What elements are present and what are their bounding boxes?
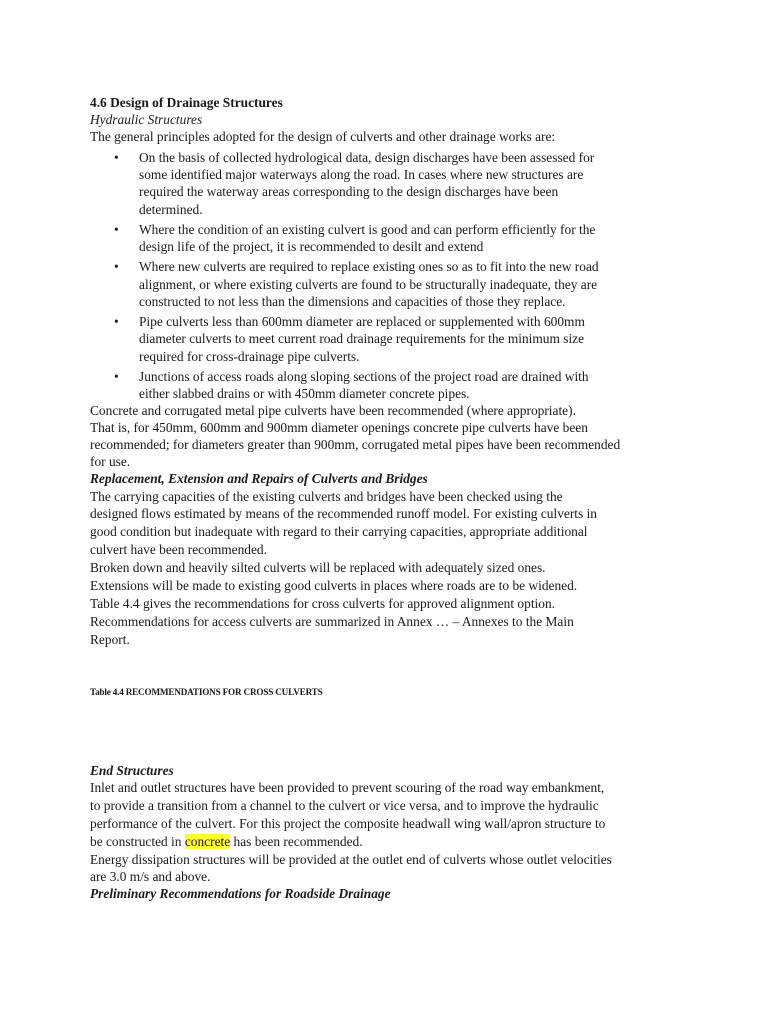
paragraph-line: Concrete and corrugated metal pipe culverts have been recommended (where appropriate). [90, 403, 576, 418]
paragraph-line: for use. [90, 454, 131, 469]
highlighted-word: concrete [184, 834, 231, 849]
bullet-marker: • [114, 150, 119, 165]
paragraph-line: That is, for 450mm, 600mm and 900mm diameter openings concrete pipe culverts have been [90, 420, 588, 435]
paragraph-line: Inlet and outlet structures have been provided to prevent scouring of the road way embankment, [90, 780, 605, 795]
bullet-2-line-1: Where the condition of an existing culvert is good and can perform efficiently for the [139, 222, 596, 237]
paragraph-line: Table 4.4 gives the recommendations for cross culverts for approved alignment option. [90, 596, 556, 611]
highlight-line [90, 833, 363, 851]
bullet-1-line-1: On the basis of collected hydrological data, design discharges have been assessed for [139, 150, 595, 165]
paragraph-line: to provide a transition from a channel to the culvert or vice versa, and to improve the hydraulic [90, 798, 599, 813]
bullet-marker: • [114, 369, 119, 384]
bullet-3-line-1: Where new culverts are required to replace existing ones so as to fit into the new road [139, 259, 599, 274]
paragraph-line: recommended; for diameters greater than 900mm, corrugated metal pipes have been recommended [90, 437, 621, 452]
bullet-1-line-3: required the waterway areas corresponding to the design discharges have been [139, 184, 559, 199]
bullet-4-line-3: required for cross-drainage pipe culverts. [139, 349, 360, 364]
intro-paragraph: The general principles adopted for the design of culverts and other drainage works are: [90, 129, 556, 144]
paragraph-line: Report. [90, 632, 130, 647]
section-heading: 4.6 Design of Drainage Structures [90, 95, 283, 110]
bullet-5-line-1: Junctions of access roads along sloping sections of the project road are drained with [139, 369, 589, 384]
paragraph-line: culvert have been recommended. [90, 542, 267, 557]
paragraph-line: are 3.0 m/s and above. [90, 869, 211, 884]
bullet-1-line-4: determined. [139, 202, 203, 217]
paragraph-line: Broken down and heavily silted culverts will be replaced with adequately sized ones. [90, 560, 546, 575]
bullet-marker: • [114, 222, 119, 237]
paragraph-line: designed flows estimated by means of the recommended runoff model. For existing culverts in [90, 506, 597, 521]
bullet-3-line-2: alignment, or where existing culverts are found to be structurally inadequate, they are [139, 277, 598, 292]
bullet-4-line-1: Pipe culverts less than 600mm diameter are replaced or supplemented with 600mm [139, 314, 585, 329]
bullet-marker: • [114, 259, 119, 274]
paragraph-line: good condition but inadequate with regard to their carrying capacities, appropriate additional [90, 524, 588, 539]
paragraph-line: performance of the culvert. For this project the composite headwall wing wall/apron structure to [90, 816, 606, 831]
paragraph-line: Extensions will be made to existing good culverts in places where roads are to be widened. [90, 578, 578, 593]
bullet-2-line-2: design life of the project, it is recommended to desilt and extend [139, 239, 484, 254]
roadside-heading: Preliminary Recommendations for Roadside Drainage [90, 886, 391, 901]
highlight-before: be constructed in [90, 834, 185, 849]
end-structures-heading: End Structures [90, 763, 174, 778]
bullet-3-line-3: constructed to not less than the dimensions and capacities of those they replace. [139, 294, 566, 309]
bullet-1-line-2: some identified major waterways along the road. In cases where new structures are [139, 167, 584, 182]
highlight-after: has been recommended. [230, 834, 363, 849]
bullet-4-line-2: diameter culverts to meet current road drainage requirements for the minimum size [139, 331, 585, 346]
paragraph-line: The carrying capacities of the existing culverts and bridges have been checked using the [90, 489, 563, 504]
table-caption: Table 4.4 RECOMMENDATIONS FOR CROSS CULVERTS [90, 687, 323, 697]
paragraph-line: Energy dissipation structures will be provided at the outlet end of culverts whose outlet velocities [90, 852, 612, 867]
subsection-heading: Hydraulic Structures [90, 112, 203, 127]
replacement-heading: Replacement, Extension and Repairs of Culverts and Bridges [90, 471, 428, 486]
bullet-5-line-2: either slabbed drains or with 450mm diameter concrete pipes. [139, 386, 470, 401]
bullet-marker: • [114, 314, 119, 329]
paragraph-line: Recommendations for access culverts are summarized in Annex … – Annexes to the Main [90, 614, 574, 629]
